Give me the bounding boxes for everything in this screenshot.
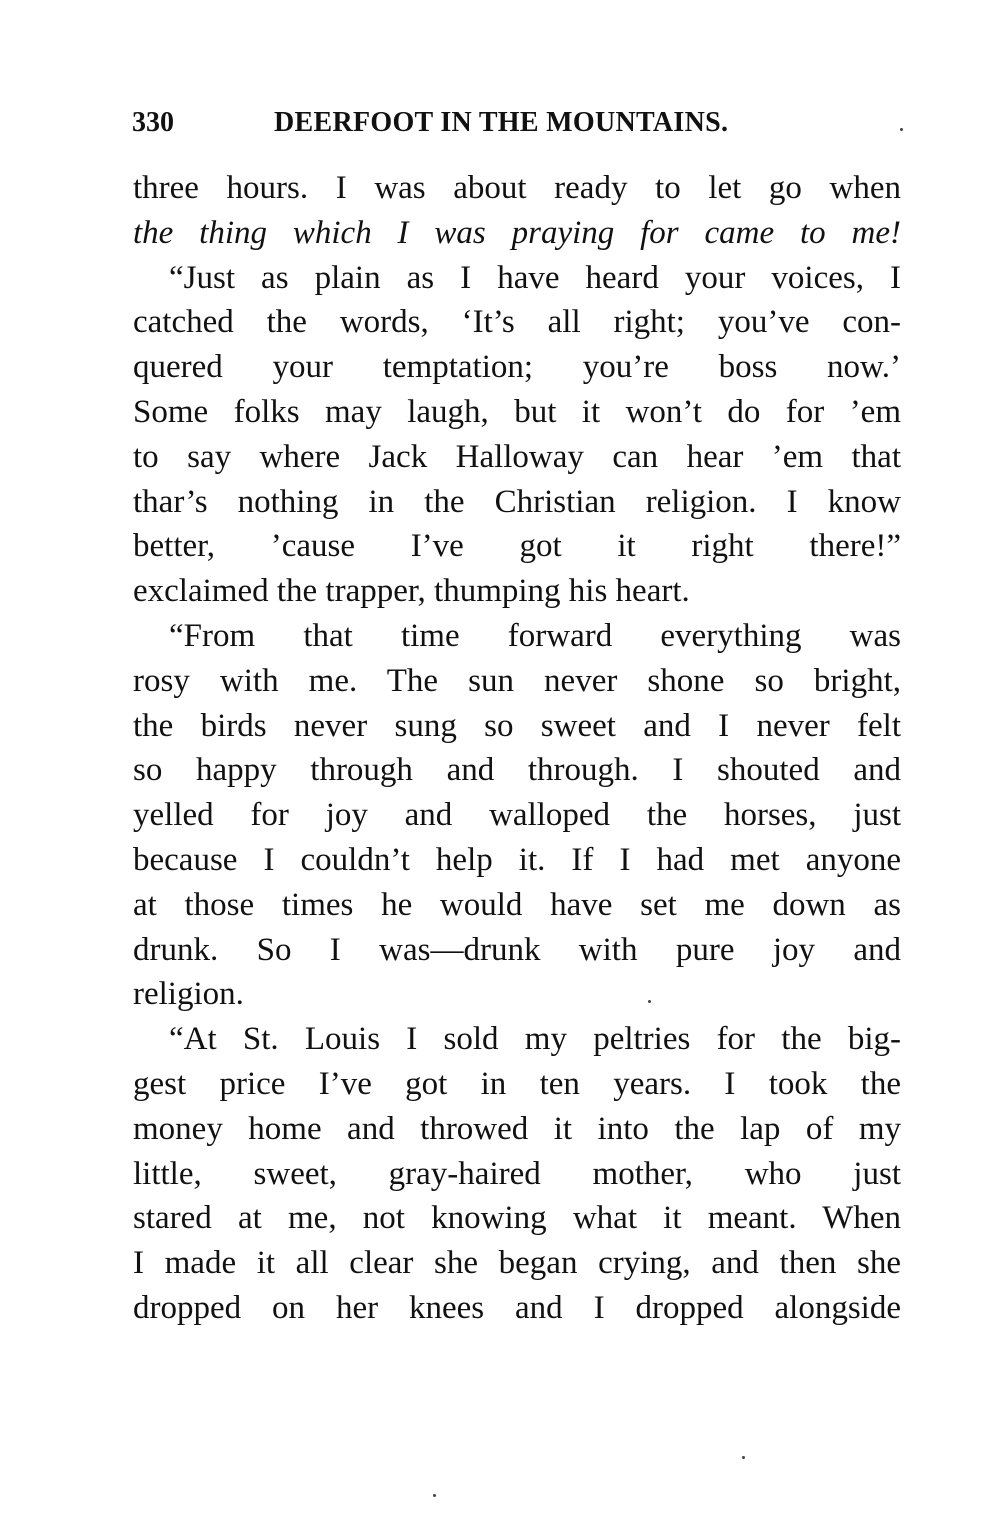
text-line: Some folks may laugh, but it won’t do for ’em bbox=[133, 393, 901, 430]
text-line: religion. bbox=[133, 976, 244, 1013]
print-speck bbox=[648, 1000, 651, 1003]
text-line: better, ’cause I’ve got it right there!” bbox=[133, 528, 901, 565]
text-line: stared at me, not knowing what it meant. When bbox=[133, 1200, 901, 1237]
text-line: exclaimed the trapper, thumping his heart. bbox=[133, 573, 690, 610]
running-header bbox=[132, 103, 902, 143]
text-line: so happy through and through. I shouted and bbox=[133, 752, 901, 789]
text-line: because I couldn’t help it. If I had met anyone bbox=[133, 841, 901, 878]
running-title: DEERFOOT IN THE MOUNTAINS. bbox=[274, 107, 729, 138]
text-line: thar’s nothing in the Christian religion. I know bbox=[133, 483, 901, 520]
text-line: the thing which I was praying for came to me! bbox=[133, 214, 901, 251]
text-line: yelled for joy and walloped the horses, just bbox=[133, 797, 901, 834]
text-line: drunk. So I was—drunk with pure joy and bbox=[133, 931, 901, 968]
page-number: 330 bbox=[132, 107, 174, 138]
text-line: gest price I’ve got in ten years. I took the bbox=[133, 1065, 901, 1102]
text-line: three hours. I was about ready to let go when bbox=[133, 170, 901, 206]
text-line: the birds never sung so sweet and I never felt bbox=[133, 707, 901, 744]
text-line: quered your temptation; you’re boss now.’ bbox=[133, 349, 901, 386]
body-text bbox=[133, 166, 901, 1331]
text-line: rosy with me. The sun never shone so bright, bbox=[133, 662, 901, 699]
print-speck bbox=[433, 1494, 436, 1497]
text-line: money home and throwed it into the lap of my bbox=[133, 1110, 901, 1147]
text-line: “At St. Louis I sold my peltries for the big- bbox=[169, 1021, 901, 1058]
text-line: dropped on her knees and I dropped alongside bbox=[133, 1289, 901, 1326]
text-line: little, sweet, gray-haired mother, who just bbox=[133, 1155, 901, 1192]
text-line: to say where Jack Halloway can hear ’em that bbox=[133, 438, 901, 475]
text-line: catched the words, ‘It’s all right; you’ve con- bbox=[133, 304, 901, 341]
text-line: “From that time forward everything was bbox=[169, 617, 901, 654]
print-speck bbox=[900, 128, 903, 131]
text-line: at those times he would have set me down as bbox=[133, 886, 901, 923]
text-line: I made it all clear she began crying, and then she bbox=[133, 1245, 901, 1282]
print-speck bbox=[742, 1456, 745, 1459]
text-line: “Just as plain as I have heard your voices, I bbox=[169, 259, 901, 296]
